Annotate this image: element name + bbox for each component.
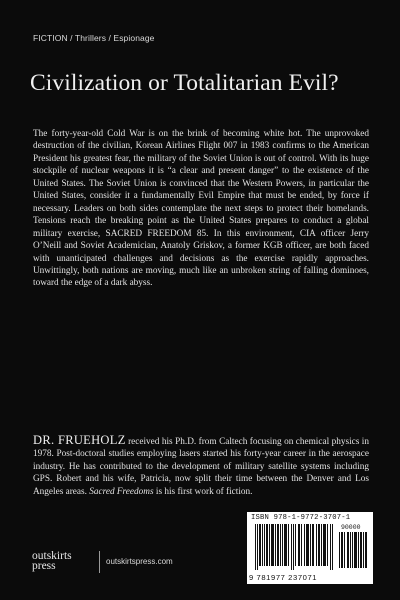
barcode-number: 9 781977 237071 — [249, 573, 318, 582]
isbn-barcode — [247, 512, 373, 584]
isbn-label: ISBN 978-1-9772-3707-1 — [251, 514, 351, 522]
addon-barcode-bars — [339, 532, 367, 568]
publisher-divider — [99, 551, 100, 573]
back-cover-headline: Civilization or Totalitarian Evil? — [30, 70, 339, 96]
publisher-website: outskirtspress.com — [106, 557, 173, 566]
publisher-logo — [32, 551, 96, 577]
ean-barcode-bars — [255, 524, 333, 570]
bio-text-part2: is his first work of fiction. — [153, 486, 253, 497]
bio-book-title: Sacred Freedoms — [89, 486, 154, 497]
publisher-logo-line2: press — [32, 560, 56, 572]
author-bio — [33, 434, 369, 498]
synopsis-text: The forty-year-old Cold War is on the brink of becoming white hot. The unprovoked destruction of the civilian, Korean Airlines Flight 007 in 1983 confirms to the American President his greatest fear, the military of the Soviet Union is out of control. With its huge stockpile of nuclear weapons it is “a clear and present danger” to the existence of the United States. The Soviet Union is convinced that the Western Powers, in particular the United States, consider it a fundamentally Evil Empire that must be ended, by force if necessary. Leaders on both sides contemplate the next steps to protect their homelands. Tensions reach the breaking point as the United States prepares to conduct a global military exercise, SACRED FREEDOM 85. In this environment, CIA officer Jerry O’Neill and Soviet Academician, Anatoly Griskov, a former KGB officer, are both faced with unanticipated challenges and decisions as the exercise rapidly approaches. Unwittingly, both nations are moving, much like an unbroken string of falling dominoes, toward the edge of a dark abyss. — [33, 129, 369, 289]
isbn-addon-number: 90000 — [341, 524, 361, 531]
bio-text-part1: received his Ph.D. from Caltech focusing on chemical physics in 1978. Post-doctoral studies employing lasers started his forty-year career in the aerospace industry. He has contributed to the development of military satellite systems including GPS. Robert and his wife, Patricia, now split their time between the Denver and Los Angeles areas. — [33, 437, 369, 497]
book-category: FICTION / Thrillers / Espionage — [33, 33, 155, 43]
author-name: DR. FRUEHOLZ — [33, 433, 126, 447]
publisher-logo-line1: outskirts — [32, 550, 72, 562]
